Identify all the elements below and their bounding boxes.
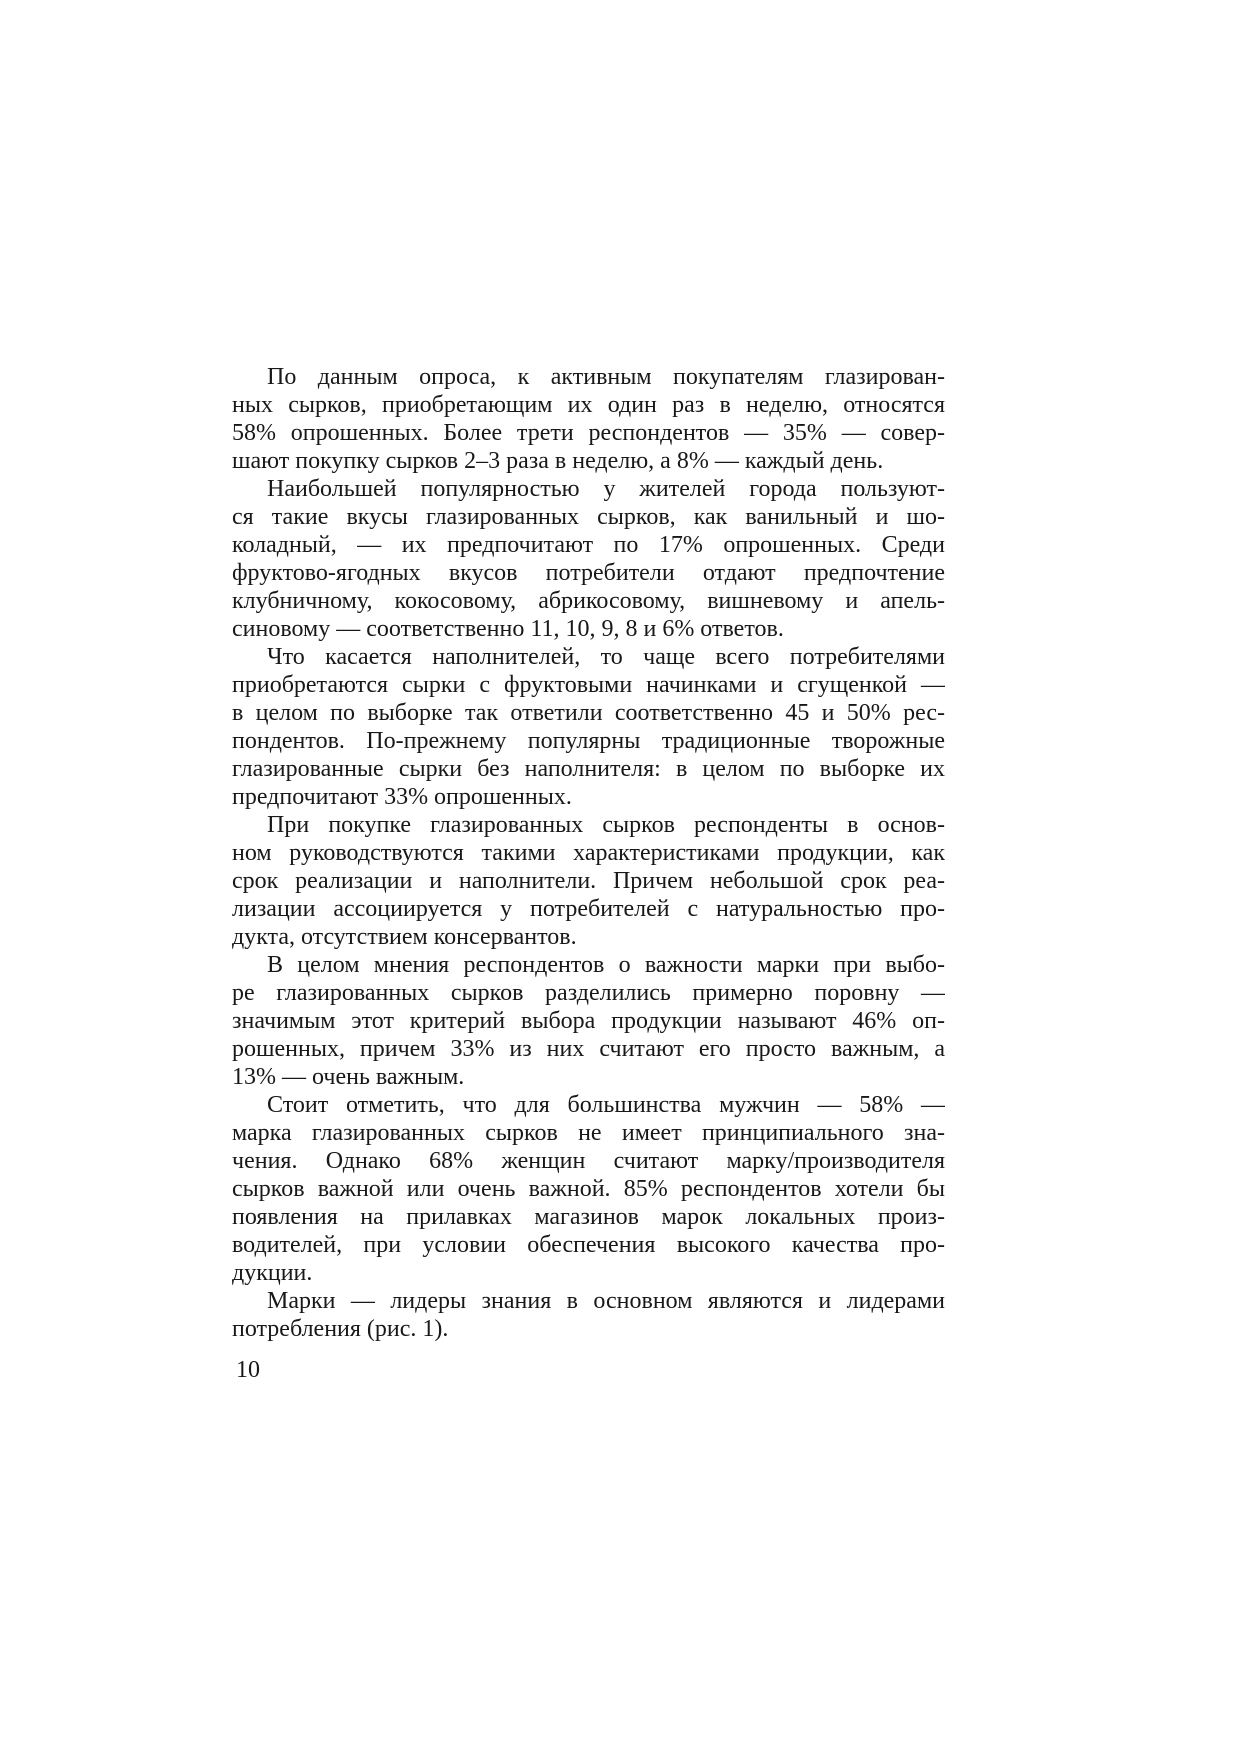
- text-line: дукции.: [232, 1260, 313, 1286]
- text-line: Марки — лидеры знания в основном являются и лидерами: [267, 1288, 945, 1314]
- paragraph: [232, 475, 945, 643]
- text-line: сырков важной или очень важной. 85% респондентов хотели бы: [232, 1176, 945, 1202]
- text-line: водителей, при условии обеспечения высокого качества про-: [232, 1232, 945, 1258]
- text-line: Что касается наполнителей, то чаще всего потребителями: [267, 644, 945, 670]
- page-number: 10: [236, 1357, 260, 1383]
- text-line: глазированные сырки без наполнителя: в целом по выборке их: [232, 756, 945, 782]
- text-line: 58% опрошенных. Более трети респондентов — 35% — совер-: [232, 420, 945, 446]
- text-line: марка глазированных сырков не имеет принципиального зна-: [232, 1120, 945, 1146]
- text-line: ся такие вкусы глазированных сырков, как ванильный и шо-: [232, 504, 945, 530]
- text-line: пондентов. По-прежнему популярны традиционные творожные: [232, 728, 945, 754]
- paragraph: [232, 1287, 945, 1343]
- text-line: шают покупку сырков 2–3 раза в неделю, а 8% — каждый день.: [232, 448, 884, 474]
- text-line: коладный, — их предпочитают по 17% опрошенных. Среди: [232, 532, 945, 558]
- text-line: ных сырков, приобретающим их один раз в неделю, относятся: [232, 392, 945, 418]
- text-line: По данным опроса, к активным покупателям глазирован-: [267, 364, 945, 390]
- text-line: в целом по выборке так ответили соответственно 45 и 50% рес-: [232, 700, 945, 726]
- body-text: [232, 363, 945, 1343]
- text-line: чения. Однако 68% женщин считают марку/производителя: [232, 1148, 945, 1174]
- text-line: Наибольшей популярностью у жителей города пользуют-: [267, 476, 945, 502]
- text-line: ре глазированных сырков разделились примерно поровну —: [232, 980, 945, 1006]
- text-line: 13% — очень важным.: [232, 1064, 465, 1090]
- text-line: потребления (рис. 1).: [232, 1316, 449, 1342]
- text-line: лизации ассоциируется у потребителей с натуральностью про-: [232, 896, 945, 922]
- text-line: предпочитают 33% опрошенных.: [232, 784, 572, 810]
- text-line: значимым этот критерий выбора продукции называют 46% оп-: [232, 1008, 945, 1034]
- paragraph: [232, 643, 945, 811]
- paragraph: [232, 1091, 945, 1287]
- text-line: дукта, отсутствием консервантов.: [232, 924, 577, 950]
- text-line: появления на прилавках магазинов марок локальных произ-: [232, 1204, 945, 1230]
- text-line: клубничному, кокосовому, абрикосовому, вишневому и апель-: [232, 588, 945, 614]
- text-line: При покупке глазированных сырков респонденты в основ-: [267, 812, 945, 838]
- text-line: В целом мнения респондентов о важности марки при выбо-: [267, 952, 945, 978]
- paragraph: [232, 951, 945, 1091]
- paragraph: [232, 363, 945, 475]
- text-line: рошенных, причем 33% из них считают его просто важным, а: [232, 1036, 945, 1062]
- text-line: ном руководствуются такими характеристиками продукции, как: [232, 840, 945, 866]
- text-line: срок реализации и наполнители. Причем небольшой срок реа-: [232, 868, 945, 894]
- text-line: синовому — соответственно 11, 10, 9, 8 и 6% ответов.: [232, 616, 784, 642]
- text-line: приобретаются сырки с фруктовыми начинками и сгущенкой —: [232, 672, 945, 698]
- text-line: Стоит отметить, что для большинства мужчин — 58% —: [267, 1092, 945, 1118]
- paragraph: [232, 811, 945, 951]
- text-line: фруктово-ягодных вкусов потребители отдают предпочтение: [232, 560, 945, 586]
